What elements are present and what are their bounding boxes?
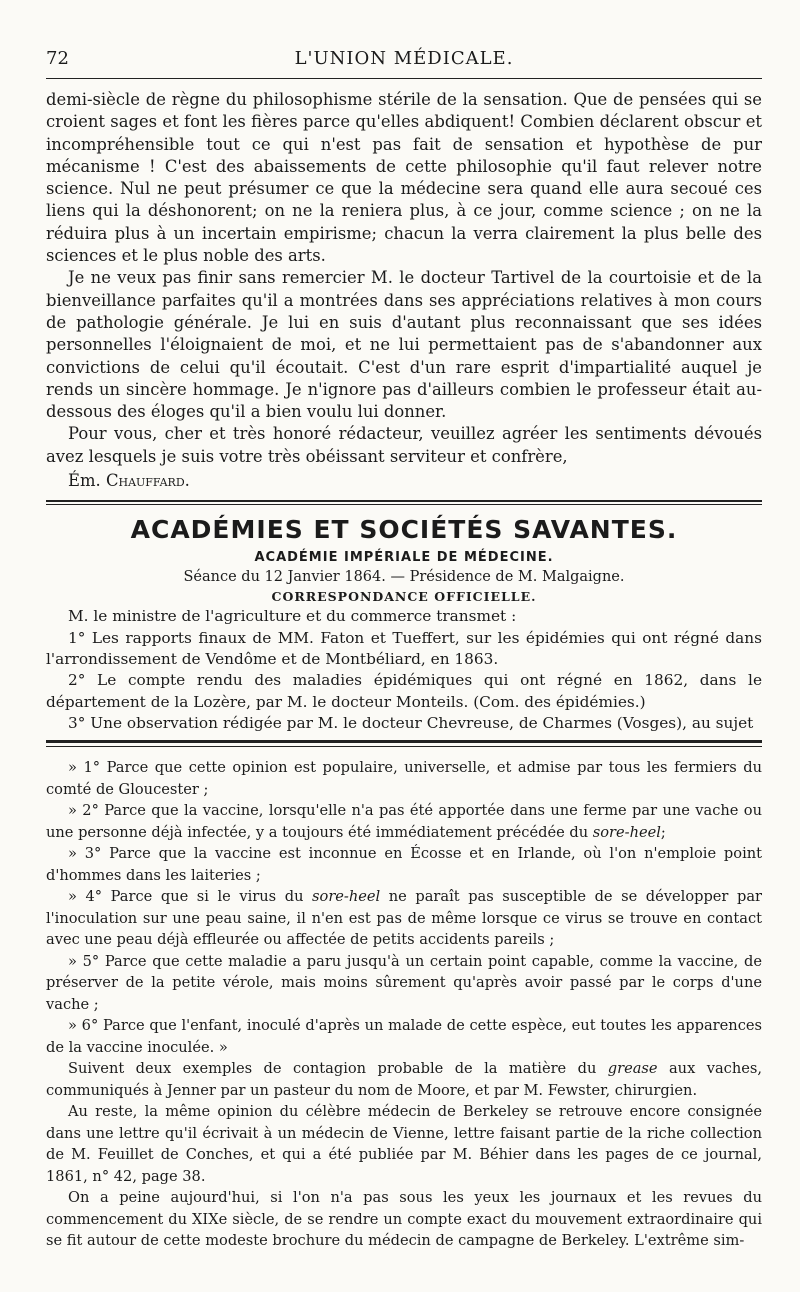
academie-text — [46, 606, 762, 734]
feuilleton-rule — [46, 740, 762, 747]
signature-prefix: Ém. — [68, 471, 106, 491]
header-rule — [46, 78, 762, 79]
note-paragraph: » 5° Parce que cette maladie a paru jusqu'à un certain point capable, comme la vaccine, de préserver de la petite vérole, mais moins sûrement qu'après avoir passé par le corps d'une vache ; — [46, 952, 762, 1013]
academie-paragraph: 2° Le compte rendu des maladies épidémiques qui ont régné en 1862, dans le département de la Lozère, par M. le docteur Monteils. (Com. des épidémies.) — [46, 671, 762, 711]
note-paragraph: Suivent deux exemples de contagion probable de la matière du grease aux vaches, communiqués à Jenner par un pasteur du nom de Moore, et par M. Fewster, chirurgien. — [46, 1060, 763, 1099]
feuilleton-text — [46, 757, 762, 1252]
page — [46, 44, 762, 1252]
academies-section — [46, 500, 762, 734]
academie-title: ACADÉMIE IMPÉRIALE DE MÉDECINE. — [254, 550, 554, 566]
seance-line: Séance du 12 Janvier 1864. — Présidence de M. Malgaigne. — [183, 569, 625, 586]
correspondance-heading: CORRESPONDANCE OFFICIELLE. — [271, 589, 537, 605]
section-rule-top — [46, 500, 762, 505]
note-paragraph: » 2° Parce que la vaccine, lorsqu'elle n'a pas été apportée dans une ferme par une vache ou une personne déjà infectée, y a toujours été immédiatement précédée du sore-heel; — [46, 802, 762, 841]
page-header — [46, 44, 762, 78]
page-number: 72 — [46, 48, 69, 69]
section-title: ACADÉMIES ET SOCIÉTÉS SAVANTES. — [130, 515, 678, 545]
signature — [46, 470, 762, 492]
note-paragraph: » 6° Parce que l'enfant, inoculé d'après un malade de cette espèce, eut toutes les apparences de la vaccine inoculée. » — [46, 1017, 762, 1056]
note-paragraph: » 3° Parce que la vaccine est inconnue en Écosse et en Irlande, où l'on n'emploie point d'hommes dans les laiteries ; — [46, 845, 762, 884]
letter-text — [46, 89, 762, 492]
note-paragraph: On a peine aujourd'hui, si l'on n'a pas sous les yeux les journaux et les revues du commencement du XIXe siècle, de se rendre un compte exact du mouvement extraordinaire qui se fit autour de cette modeste brochure du médecin de campagne de Berkeley. L'extrême sim- — [46, 1189, 762, 1250]
signature-name: Chauffard. — [105, 471, 190, 491]
note-paragraph: » 4° Parce que si le virus du sore-heel ne paraît pas susceptible de se développer par l'inoculation sur une peau saine, il n'en est pas de même lorsque ce virus se trouve en contact avec une peau déjà effleurée ou affectée de petits accidents pareils ; — [46, 888, 762, 949]
academie-paragraph: M. le ministre de l'agriculture et du commerce transmet : — [68, 607, 517, 626]
letter-paragraph: Pour vous, cher et très honoré rédacteur, veuillez agréer les sentiments dévoués avez lesquels je suis votre très obéissant serviteur et confrère, — [46, 424, 762, 466]
running-title: L'UNION MÉDICALE. — [294, 48, 514, 69]
academie-paragraph: 3° Une observation rédigée par M. le docteur Chevreuse, de Charmes (Vosges), au sujet — [68, 713, 754, 732]
note-paragraph: » 1° Parce que cette opinion est populaire, universelle, et admise par tous les fermiers du comté de Gloucester ; — [46, 759, 762, 798]
letter-paragraph: Je ne veux pas finir sans remercier M. le docteur Tartivel de la courtoisie et de la bienveillance parfaites qu'il a montrées dans ses appréciations relatives à mon cours de pathologie générale. Je lui en suis d'autant plus reconnaissant que ses idées personnelles l'éloignaient de moi, et ne lui permettaient pas de s'abandonner aux convictions de celui qu'il écoutait. C'est d'un rare esprit d'impartialité auquel je rends un sincère hommage. Je n'ignore pas d'ailleurs combien le professeur était au-dessous des éloges qu'il a bien voulu lui donner. — [46, 268, 762, 422]
note-paragraph: Au reste, la même opinion du célèbre médecin de Berkeley se retrouve encore consignée dans une lettre qu'il écrivait à un médecin de Vienne, lettre faisant partie de la riche collection de M. Feuillet de Conches, et qui a été publiée par M. Béhier dans les pages de ce journal, 1861, n° 42, page 38. — [46, 1103, 762, 1185]
academie-paragraph: 1° Les rapports finaux de MM. Faton et Tueffert, sur les épidémies qui ont régné dans l'arrondissement de Vendôme et de Montbéliard, en 1863. — [46, 628, 762, 668]
letter-paragraph: demi-siècle de règne du philosophisme stérile de la sensation. Que de pensées qui se croient sages et font les fières parce qu'elles abdiquent! Combien déclarent obscur et incompréhensible tout ce qui n'est pas fait de sensation et hypothèse de pur mécanisme ! C'est des abaissements de cette philosophie qu'il faut relever notre science. Nul ne peut présumer ce que la médecine sera quand elle aura secoué ces liens qui la déshonorent; on ne la reniera plus, à ce jour, comme science ; on ne la réduira plus à un incertain empirisme; chacun la verra clairement la plus belle des sciences et le plus noble des arts. — [46, 90, 762, 266]
